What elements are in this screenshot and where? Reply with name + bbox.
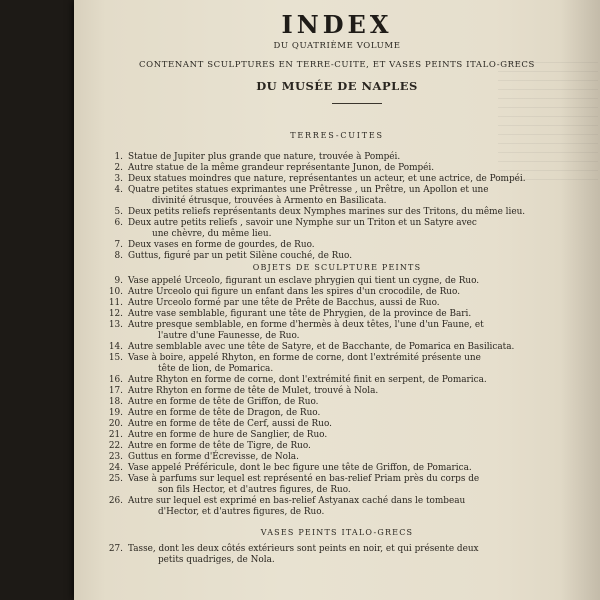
entry-text: Tasse, dont les deux côtés extérieurs sont peints en noir, et qui présente deux	[128, 544, 479, 554]
entry-number: 18.	[108, 397, 123, 407]
entry-text: Autre en forme de tête de Dragon, de Ruo.	[128, 408, 321, 418]
entry-number: 8.	[114, 251, 123, 261]
index-entry	[99, 342, 515, 353]
entry-number: 20.	[108, 419, 123, 429]
entry-text: Autre en forme de hure de Sanglier, de Ruo.	[128, 430, 328, 440]
entry-text: Autre Rhyton en forme de tête de Mulet, trouvé à Nola.	[128, 386, 379, 396]
entry-number: 12.	[108, 309, 123, 319]
index-entry	[99, 298, 489, 309]
entry-number: 9.	[114, 276, 123, 286]
entry-text: Autre Urceolo formé par une tête de Prête de Bacchus, aussi de Ruo.	[128, 298, 440, 308]
entry-number: 21.	[108, 430, 123, 440]
entry-text: Vase appelé Préféricule, dont le bec figure une tête de Griffon, de Pomarica.	[128, 463, 472, 473]
section-terres-cuites: TERRES-CUITES	[290, 131, 384, 140]
index-entry	[99, 419, 489, 430]
entry-continuation: une chèvre, du même lieu.	[152, 229, 272, 239]
index-entry	[99, 441, 489, 452]
index-entry	[99, 276, 489, 287]
entry-number: 11.	[108, 298, 123, 308]
entry-continuation: divinité étrusque, trouvées à Armento en Basilicata.	[152, 196, 387, 206]
index-entry	[99, 207, 526, 218]
section-vases-peints: VASES PEINTS ITALO-GRECS	[260, 528, 414, 537]
entry-number: 2.	[114, 163, 123, 173]
index-entry	[99, 474, 489, 485]
index-entry	[99, 251, 489, 262]
index-entry	[99, 463, 489, 474]
entry-continuation: son fils Hector, et d'autres figures, de Ruo.	[158, 485, 351, 495]
contents-subtitle: CONTENANT SCULPTURES EN TERRE-CUITE, ET VASES PEINTS ITALO-GRECS	[139, 60, 535, 70]
index-entry	[99, 174, 526, 185]
index-entry	[99, 152, 489, 163]
entry-number: 13.	[108, 320, 123, 330]
entry-text: Deux petits reliefs représentants deux Nymphes marines sur des Tritons, du même lieu.	[128, 207, 526, 217]
entry-number: 1.	[114, 152, 123, 162]
index-entry	[99, 240, 489, 251]
index-entry	[99, 287, 489, 298]
entry-text: Autre Urceolo qui figure un enfant dans les spires d'un crocodile, de Ruo.	[128, 287, 461, 297]
entry-text: Deux vases en forme de gourdes, de Ruo.	[128, 240, 315, 250]
index-entry	[99, 218, 489, 229]
entry-text: Autre statue de la même grandeur représentante Junon, de Pompéi.	[128, 163, 435, 173]
entry-text: Quatre petites statues exprimantes une Prêtresse , un Prêtre, un Apollon et une	[128, 185, 489, 195]
entry-number: 3.	[114, 174, 123, 184]
index-entry	[99, 408, 489, 419]
section-objets-sculpture: OBJETS DE SCULPTURE PEINTS	[252, 263, 422, 272]
index-entry	[99, 309, 489, 320]
entry-number: 17.	[108, 386, 123, 396]
index-entry	[99, 163, 489, 174]
entry-number: 15.	[108, 353, 123, 363]
entry-continuation: d'Hector, et d'autres figures, de Ruo.	[158, 507, 325, 517]
index-entry	[99, 353, 489, 364]
entry-text: Autre presque semblable, en forme d'hermès à deux têtes, l'une d'un Faune, et	[128, 320, 484, 330]
museum-heading: DU MUSÉE DE NAPLES	[256, 79, 418, 93]
entry-text: Autre en forme de tête de Cerf, aussi de Ruo.	[128, 419, 332, 429]
entry-number: 7.	[114, 240, 123, 250]
entry-number: 10.	[108, 287, 123, 297]
entry-text: Statue de Jupiter plus grande que nature, trouvée à Pompéi.	[128, 152, 401, 162]
entry-number: 14.	[108, 342, 123, 352]
entry-continuation: petits quadriges, de Nola.	[158, 555, 275, 565]
page-title: INDEX	[281, 10, 393, 39]
index-entry	[99, 430, 489, 441]
entry-text: Autre en forme de tête de Griffon, de Ruo.	[128, 397, 319, 407]
entry-number: 26.	[108, 496, 123, 506]
entry-text: Autre sur lequel est exprimé en bas-relief Astyanax caché dans le tombeau	[128, 496, 466, 506]
index-entry	[99, 375, 489, 386]
index-entry	[99, 496, 489, 507]
title-rule	[332, 103, 382, 104]
entry-number: 19.	[108, 408, 123, 418]
entry-text: Deux autre petits reliefs , savoir une Nymphe sur un Triton et un Satyre avec	[128, 218, 477, 228]
entry-text: Guttus en forme d'Écrevisse, de Nola.	[128, 452, 299, 462]
entry-number: 4.	[114, 185, 123, 195]
entry-number: 24.	[108, 463, 123, 473]
entry-text: Autre semblable avec une tête de Satyre, et de Bacchante, de Pomarica en Basilicata.	[128, 342, 515, 352]
index-entry	[99, 386, 489, 397]
entry-text: Vase à boire, appelé Rhyton, en forme de corne, dont l'extrémité présente une	[128, 353, 481, 363]
entry-text: Autre vase semblable, figurant une tête de Phrygien, de la province de Bari.	[128, 309, 472, 319]
entry-number: 25.	[108, 474, 123, 484]
index-entry	[99, 185, 489, 196]
entry-text: Deux statues moindres que nature, représentantes un acteur, et une actrice, de Pompéi.	[128, 174, 526, 184]
entry-number: 22.	[108, 441, 123, 451]
entry-text: Guttus, figuré par un petit Silène couché, de Ruo.	[128, 251, 353, 261]
entry-text: Vase appelé Urceolo, figurant un esclave phrygien qui tient un cygne, de Ruo.	[128, 276, 480, 286]
entry-number: 6.	[114, 218, 123, 228]
book-page	[74, 0, 600, 600]
index-entry	[99, 544, 489, 555]
index-entry	[99, 397, 489, 408]
entry-number: 23.	[108, 452, 123, 462]
volume-subtitle: DU QUATRIÈME VOLUME	[273, 41, 401, 51]
entry-number: 5.	[114, 207, 123, 217]
index-entry	[99, 452, 489, 463]
entry-text: Autre en forme de tête de Tigre, de Ruo.	[128, 441, 311, 451]
entry-continuation: l'autre d'une Faunesse, de Ruo.	[158, 331, 300, 341]
index-entry	[99, 320, 489, 331]
entry-text: Vase à parfums sur lequel est représenté en bas-relief Priam près du corps de	[128, 474, 480, 484]
entry-continuation: tête de lion, de Pomarica.	[158, 364, 274, 374]
entry-text: Autre Rhyton en forme de corne, dont l'extrémité finit en serpent, de Pomarica.	[128, 375, 487, 385]
entry-number: 16.	[108, 375, 123, 385]
entry-number: 27.	[108, 544, 123, 554]
